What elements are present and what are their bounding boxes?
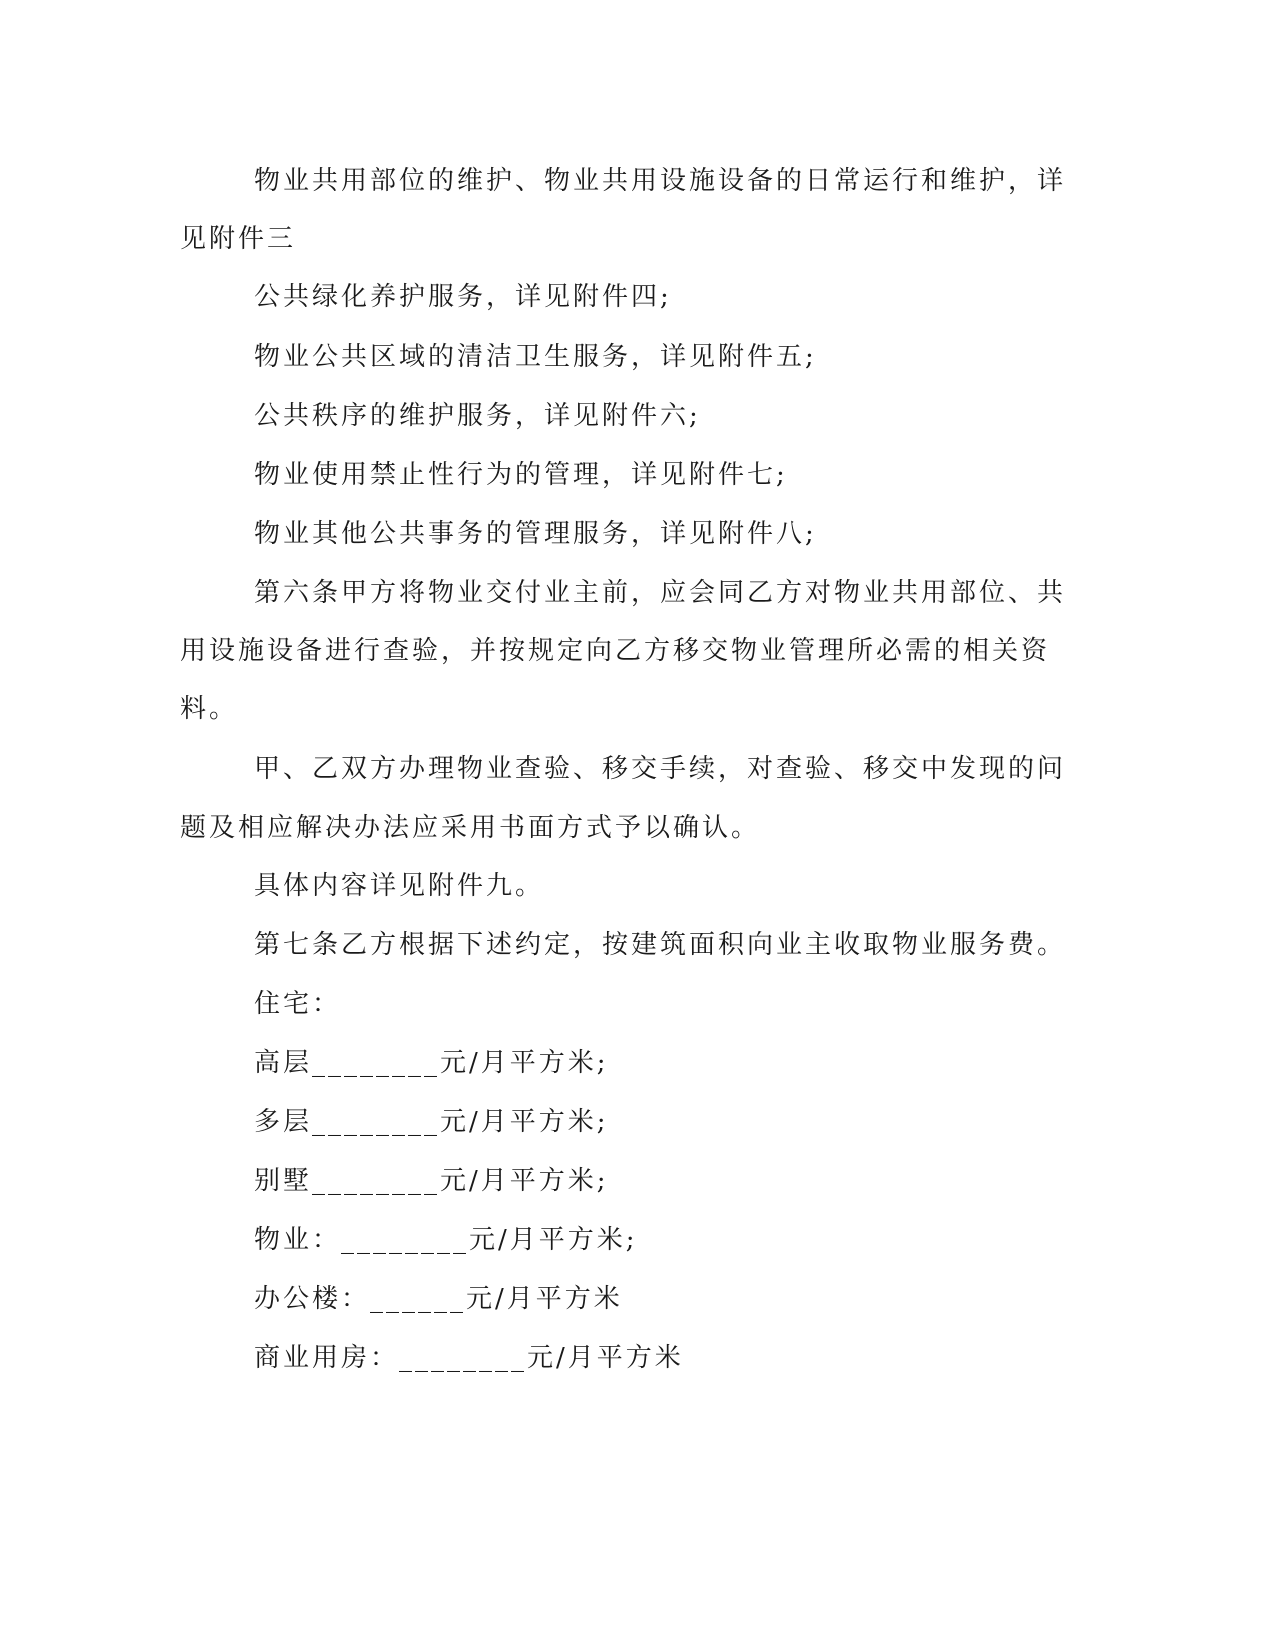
paragraph-line: 用设施设备进行查验，并按规定向乙方移交物业管理所必需的相关资: [180, 636, 1051, 666]
paragraph-line: 公共绿化养护服务，详见附件四;: [254, 282, 672, 312]
paragraph-line: 公共秩序的维护服务，详见附件六;: [254, 401, 701, 431]
paragraph-line: 别墅________元/月平方米;: [254, 1166, 609, 1196]
paragraph-line: 料。: [180, 694, 239, 724]
paragraph-line: 商业用房：________元/月平方米: [254, 1343, 684, 1373]
paragraph-line: 办公楼：______元/月平方米: [254, 1284, 623, 1314]
paragraph-line: 具体内容详见附件九。: [254, 871, 545, 901]
paragraph-line: 多层________元/月平方米;: [254, 1107, 609, 1137]
paragraph-line: 高层________元/月平方米;: [254, 1048, 609, 1078]
paragraph-line: 物业：________元/月平方米;: [254, 1225, 638, 1255]
paragraph-line: 物业公共区域的清洁卫生服务，详见附件五;: [254, 342, 817, 372]
paragraph-line: 题及相应解决办法应采用书面方式予以确认。: [180, 813, 761, 843]
paragraph-line: 见附件三: [180, 224, 297, 254]
paragraph-line: 住宅：: [254, 989, 342, 1019]
paragraph-line: 甲、乙双方办理物业查验、移交手续，对查验、移交中发现的问: [254, 754, 1067, 784]
paragraph-line: 物业其他公共事务的管理服务，详见附件八;: [254, 519, 817, 549]
paragraph-line: 第六条甲方将物业交付业主前，应会同乙方对物业共用部位、共: [254, 578, 1067, 608]
paragraph-line: 物业使用禁止性行为的管理，详见附件七;: [254, 460, 788, 490]
paragraph-line: 第七条乙方根据下述约定，按建筑面积向业主收取物业服务费。: [254, 930, 1067, 960]
paragraph-line: 物业共用部位的维护、物业共用设施设备的日常运行和维护，详: [254, 166, 1067, 196]
